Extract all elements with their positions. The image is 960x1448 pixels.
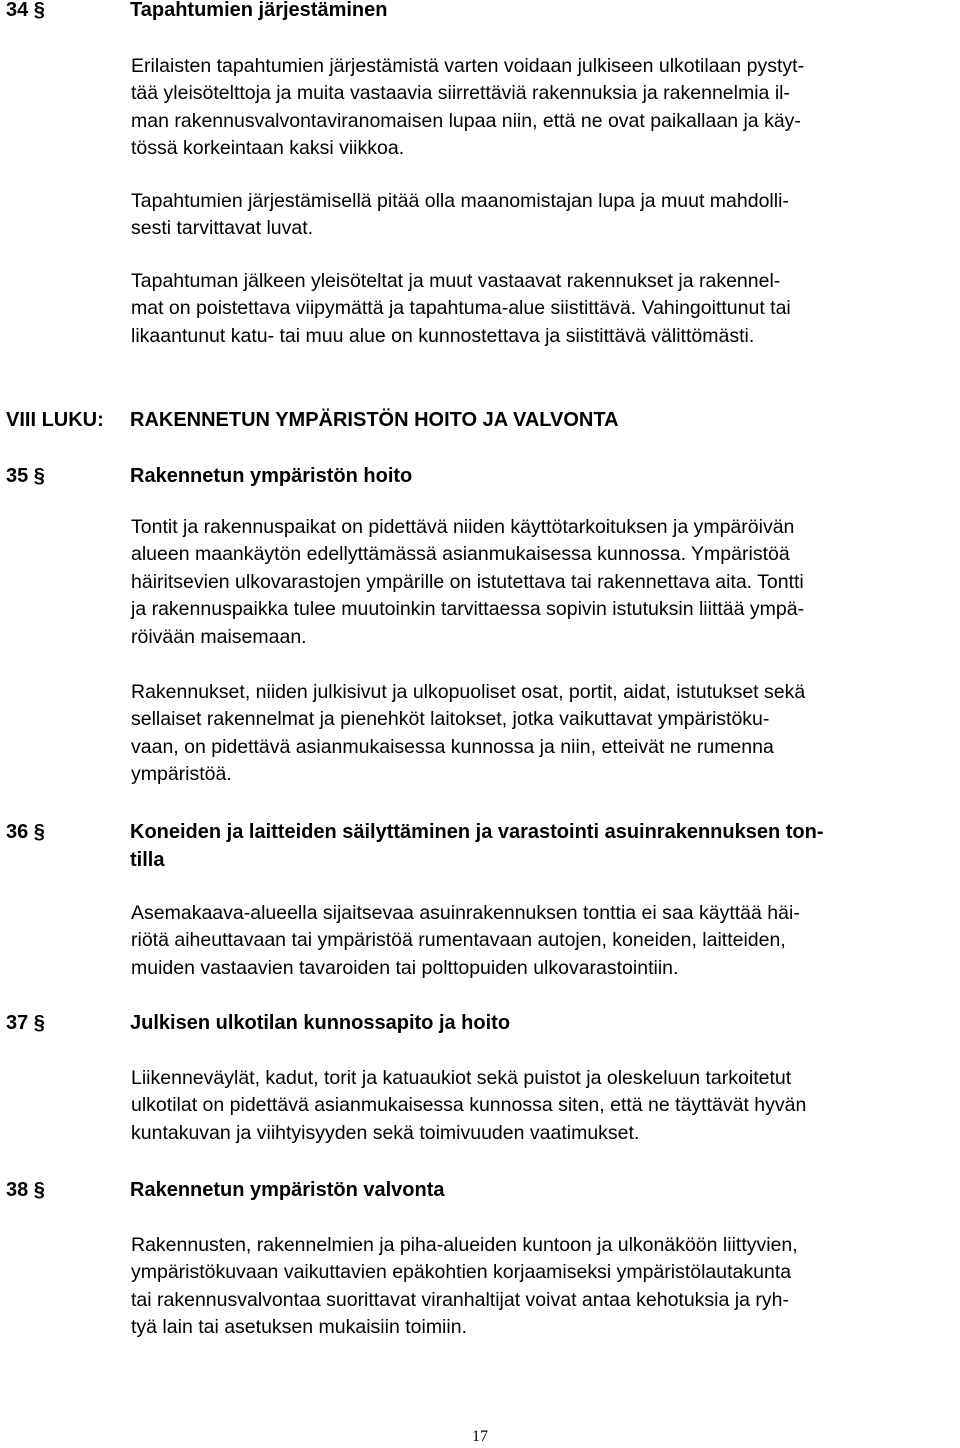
paragraph [131,679,957,789]
text-line: ja rakennuspaikka tulee muutoinkin tarvittaessa sopivin istutuksin liittää ympä- [131,598,805,621]
text-line: Tontit ja rakennuspaikat on pidettävä niiden käyttötarkoituksen ja ympäröivän [131,516,795,538]
section-title [130,818,950,874]
text-line: sesti tarvittavat luvat. [131,217,314,240]
section-title-line: tilla [130,849,165,871]
section-number: 35 § [6,465,45,487]
chapter-heading [6,406,950,434]
paragraph [131,1232,957,1342]
text-line: tai rakennusvalvontaa suorittavat viranhaltijat voivat antaa kehotuksia ja ryh- [131,1288,789,1311]
paragraph [131,188,957,243]
text-line: Rakennukset, niiden julkisivut ja ulkopuoliset osat, portit, aidat, istutukset sekä [131,681,806,703]
section-title: Rakennetun ympäristön hoito [130,465,413,487]
text-line: ulkotilat on pidettävä asianmukaisessa kunnossa siten, että ne täyttävät hyvän [131,1094,807,1117]
text-line: ympäristöä. [131,763,232,786]
text-line: likaantunut katu- tai muu alue on kunnostettava ja siistittävä välittömästi. [131,324,755,347]
text-line: kuntakuvan ja viihtyisyyden sekä toimivuuden vaatimukset. [131,1121,640,1144]
paragraph [131,900,957,982]
text-line: Asemakaava-alueella sijaitsevaa asuinrakennuksen tonttia ei saa käyttää häi- [131,902,800,924]
chapter-title: RAKENNETUN YMPÄRISTÖN HOITO JA VALVONTA [130,409,619,431]
chapter-label: VIII LUKU: [6,409,104,431]
section-36-heading [6,818,950,874]
text-line: tää yleisötelttoja ja muita vastaavia siirrettäviä rakennuksia ja rakennelmia il- [131,82,790,105]
text-line: riötä aiheuttavaan tai ympäristöä rumentavaan autojen, koneiden, laitteiden, [131,929,786,952]
text-line: ympäristökuvaan vaikuttavien epäkohtien korjaamiseksi ympäristölautakunta [131,1261,792,1284]
paragraph [131,53,957,163]
section-title: Julkisen ulkotilan kunnossapito ja hoito [130,1012,511,1034]
section-35-heading [6,462,950,490]
section-37-heading [6,1009,950,1037]
section-title-line: Koneiden ja laitteiden säilyttäminen ja varastointi asuinrakennuksen ton- [130,821,824,843]
text-line: Tapahtumien järjestämisellä pitää olla maanomistajan lupa ja muut mahdolli- [131,190,789,212]
text-line: röivään maisemaan. [131,625,307,648]
section-number: 37 § [6,1012,45,1034]
text-line: Rakennusten, rakennelmien ja piha-alueiden kuntoon ja ulkonäköön liittyvien, [131,1234,798,1256]
text-line: Erilaisten tapahtumien järjestämistä varten voidaan julkiseen ulkotilaan pystyt- [131,55,805,77]
section-38-heading [6,1176,950,1204]
text-line: tössä korkeintaan kaksi viikkoa. [131,137,405,160]
page-number: 17 [472,1428,488,1445]
text-line: vaan, on pidettävä asianmukaisessa kunnossa ja niin, etteivät ne rumenna [131,735,774,758]
text-line: mat on poistettava viipymättä ja tapahtuma-alue siistittävä. Vahingoittunut tai [131,297,791,320]
section-34-heading [6,0,950,24]
paragraph [131,514,957,651]
text-line: alueen maankäytön edellyttämässä asianmukaisessa kunnossa. Ympäristöä [131,543,790,566]
text-line: häiritsevien ulkovarastojen ympärille on istutettava tai rakennettava aita. Tontti [131,570,804,593]
text-line: sellaiset rakennelmat ja pienehköt laitokset, jotka vaikuttavat ympäristöku- [131,708,770,731]
section-number: 38 § [6,1179,45,1201]
text-line: Tapahtuman jälkeen yleisöteltat ja muut vastaavat rakennukset ja rakennel- [131,270,781,292]
text-line: tyä lain tai asetuksen mukaisiin toimiin. [131,1316,467,1339]
paragraph [131,268,957,350]
text-line: Liikenneväylät, kadut, torit ja katuaukiot sekä puistot ja oleskeluun tarkoitetut [131,1067,792,1089]
section-number: 34 § [6,0,45,21]
text-line: muiden vastaavien tavaroiden tai polttopuiden ulkovarastointiin. [131,956,679,979]
section-title: Rakennetun ympäristön valvonta [130,1179,445,1201]
section-number: 36 § [6,821,45,843]
text-line: man rakennusvalvontaviranomaisen lupaa niin, että ne ovat paikallaan ja käy- [131,109,801,132]
section-title: Tapahtumien järjestäminen [130,0,388,21]
paragraph [131,1065,957,1147]
